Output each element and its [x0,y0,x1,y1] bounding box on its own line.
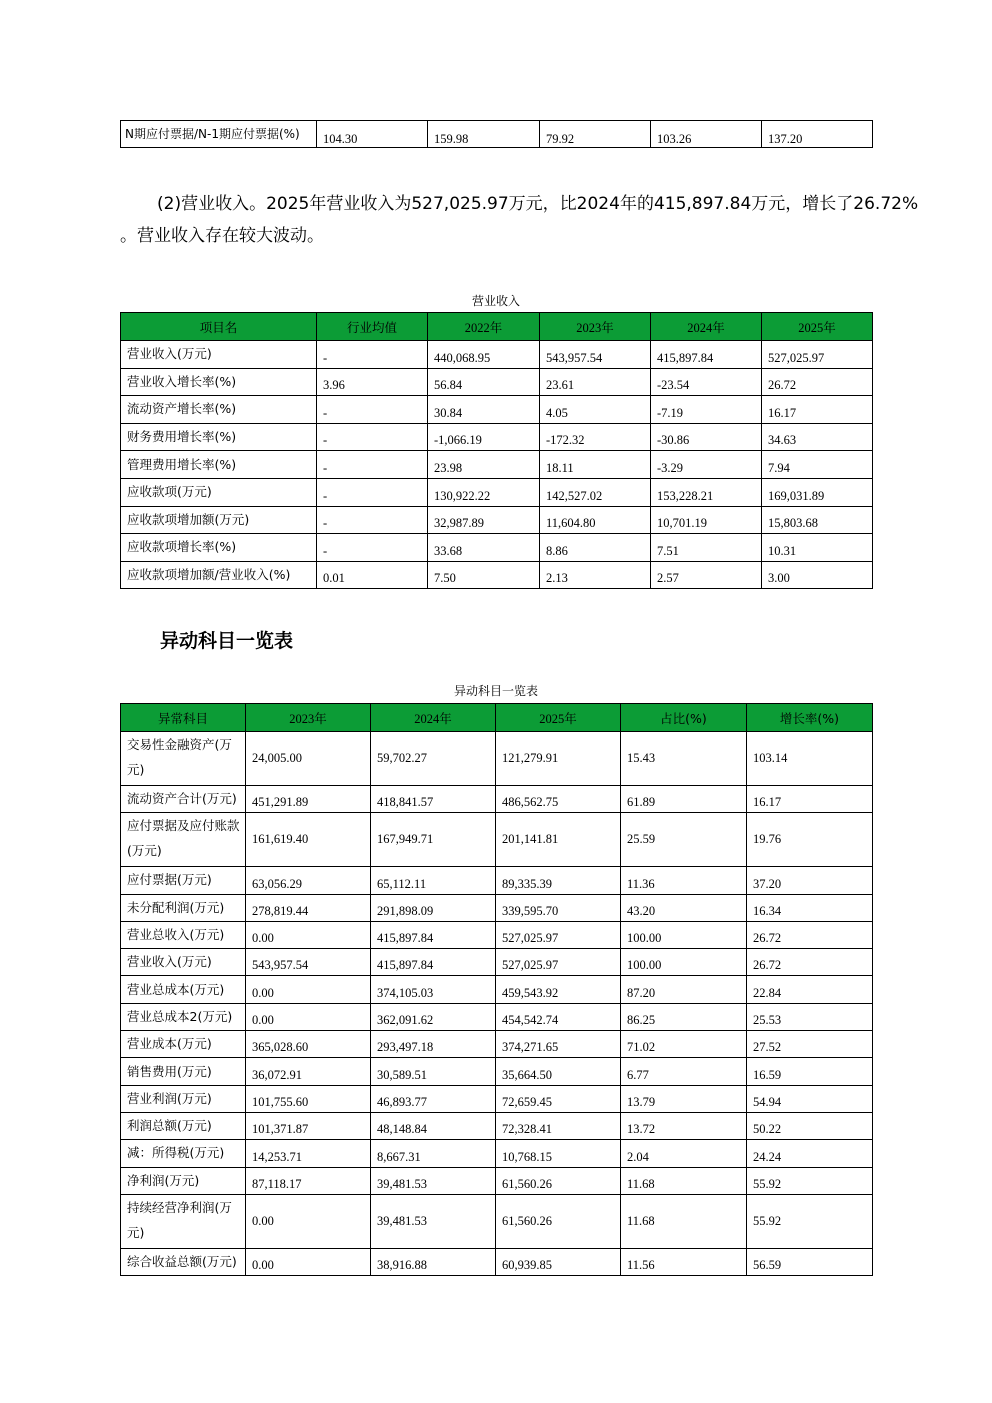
header-cell: 2023年 [540,313,651,341]
table-row [121,396,873,424]
header-cell: 行业均值 [317,313,428,341]
cell-value: 16.59 [747,1058,873,1085]
table-row [121,1112,873,1139]
table-row [121,949,873,976]
revenue-paragraph [120,188,919,252]
cell-value: 374,105.03 [371,976,496,1003]
cell-value: 33.68 [428,534,540,562]
cell-value: 16.17 [747,786,873,813]
cell-value: 291,898.09 [371,894,496,921]
cell-value: 32,987.89 [428,506,540,534]
table-row [121,813,873,867]
paragraph-line-2: 。营业收入存在较大波动。 [120,226,324,246]
header-cell: 异常科目 [121,704,246,732]
header-cell: 2025年 [762,313,873,341]
cell-value: 38,916.88 [371,1248,496,1275]
cell-value: 3.00 [762,561,873,589]
cell-value: 4.05 [540,396,651,424]
table-row [121,451,873,479]
cell-value: 26.72 [762,368,873,396]
cell-value: 543,957.54 [246,949,371,976]
cell-value: 0.00 [246,1248,371,1275]
cell-value: 22.84 [747,976,873,1003]
cell-value: 2.04 [621,1140,747,1167]
table-row [121,506,873,534]
cell-value: 13.79 [621,1085,747,1112]
row-label: 应收款项增加额(万元) [121,506,317,534]
cell-value: 100.00 [621,949,747,976]
cell-value: 415,897.84 [371,921,496,948]
cell-value: 19.76 [747,813,873,867]
cell-value: 11.68 [621,1167,747,1194]
table-row [121,786,873,813]
revenue-table-caption: 营业收入 [471,294,520,308]
row-label: 营业总成本2(万元) [121,1003,246,1030]
table-row [121,1031,873,1058]
row-label: 流动资产合计(万元) [121,786,246,813]
cell-value: 60,939.85 [496,1248,621,1275]
cell-value: 55.92 [747,1167,873,1194]
cell-value: 201,141.81 [496,813,621,867]
cell-value: -30.86 [651,423,762,451]
row-label: 营业利润(万元) [121,1085,246,1112]
cell-value: - [317,341,428,369]
cell-value: 25.59 [621,813,747,867]
header-cell: 2022年 [428,313,540,341]
cell-value: 55.92 [747,1194,873,1248]
cell-value: 130,922.22 [428,478,540,506]
row-label: 持续经营净利润(万元) [121,1194,246,1248]
cell-value: 100.00 [621,921,747,948]
revenue-table-body [121,341,873,589]
row-label: 应付票据(万元) [121,867,246,894]
cell-value: 61.89 [621,786,747,813]
table-row [121,1140,873,1167]
table-row [121,976,873,1003]
top-table [120,120,873,148]
row-label: 营业收入增长率(%) [121,368,317,396]
paragraph-line-1: (2)营业收入。2025年营业收入为527,025.97万元，比2024年的415,897.84万元，增长了26.72% [157,194,919,214]
cell-value: 527,025.97 [762,341,873,369]
cell-value: 39,481.53 [371,1167,496,1194]
cell-value: 486,562.75 [496,786,621,813]
cell-value: 18.11 [540,451,651,479]
cell-value: 26.72 [747,921,873,948]
cell-value: 35,664.50 [496,1058,621,1085]
row-label: 净利润(万元) [121,1167,246,1194]
cell-value: 59,702.27 [371,732,496,786]
cell-value: 418,841.57 [371,786,496,813]
cell-value: 87.20 [621,976,747,1003]
header-cell: 项目名 [121,313,317,341]
table-row [121,1248,873,1275]
cell-value: 161,619.40 [246,813,371,867]
cell-value: 50.22 [747,1112,873,1139]
cell-value: 72,328.41 [496,1112,621,1139]
cell-value: 459,543.92 [496,976,621,1003]
cell-value: 440,068.95 [428,341,540,369]
cell-value: 7.51 [651,534,762,562]
table-row [121,368,873,396]
row-label: 财务费用增长率(%) [121,423,317,451]
cell-value: 415,897.84 [371,949,496,976]
cell-value: 121,279.91 [496,732,621,786]
cell-value: 10.31 [762,534,873,562]
cell-value: 6.77 [621,1058,747,1085]
cell-value: 293,497.18 [371,1031,496,1058]
cell-value: 46,893.77 [371,1085,496,1112]
cell-value: 159.98 [428,121,540,148]
cell-value: 16.34 [747,894,873,921]
cell-value: -23.54 [651,368,762,396]
header-cell: 2024年 [651,313,762,341]
cell-value: 63,056.29 [246,867,371,894]
header-cell: 占比(%) [621,704,747,732]
table-row [121,561,873,589]
cell-value: 16.17 [762,396,873,424]
cell-value: 23.98 [428,451,540,479]
cell-value: 103.14 [747,732,873,786]
cell-value: 365,028.60 [246,1031,371,1058]
cell-value: 278,819.44 [246,894,371,921]
row-label: N期应付票据/N-1期应付票据(%) [121,121,317,148]
anomaly-table [120,703,873,1276]
row-label: 综合收益总额(万元) [121,1248,246,1275]
cell-value: 48,148.84 [371,1112,496,1139]
cell-value: 0.00 [246,1194,371,1248]
row-label: 流动资产增长率(%) [121,396,317,424]
cell-value: 543,957.54 [540,341,651,369]
cell-value: 23.61 [540,368,651,396]
table-header-row [121,704,873,732]
cell-value: 34.63 [762,423,873,451]
cell-value: 24,005.00 [246,732,371,786]
cell-value: -1,066.19 [428,423,540,451]
cell-value: 79.92 [540,121,651,148]
table-row [121,1003,873,1030]
header-cell: 增长率(%) [747,704,873,732]
table-row [121,867,873,894]
table-row [121,121,873,148]
header-cell: 2025年 [496,704,621,732]
cell-value: 61,560.26 [496,1194,621,1248]
cell-value: - [317,451,428,479]
cell-value: 101,371.87 [246,1112,371,1139]
cell-value: 65,112.11 [371,867,496,894]
row-label: 未分配利润(万元) [121,894,246,921]
cell-value: 3.96 [317,368,428,396]
anomaly-table-body [121,732,873,1276]
cell-value: 0.00 [246,1003,371,1030]
table-row [121,478,873,506]
cell-value: 30.84 [428,396,540,424]
cell-value: 86.25 [621,1003,747,1030]
table-row [121,732,873,786]
cell-value: 26.72 [747,949,873,976]
cell-value: 7.50 [428,561,540,589]
cell-value: -7.19 [651,396,762,424]
cell-value: - [317,478,428,506]
cell-value: 167,949.71 [371,813,496,867]
cell-value: 11.36 [621,867,747,894]
table-row [121,423,873,451]
table-row [121,1058,873,1085]
cell-value: 15.43 [621,732,747,786]
cell-value: 10,701.19 [651,506,762,534]
cell-value: 89,335.39 [496,867,621,894]
cell-value: 7.94 [762,451,873,479]
cell-value: -3.29 [651,451,762,479]
cell-value: - [317,396,428,424]
cell-value: 2.13 [540,561,651,589]
header-cell: 2023年 [246,704,371,732]
row-label: 营业收入(万元) [121,341,317,369]
cell-value: 13.72 [621,1112,747,1139]
cell-value: 11.56 [621,1248,747,1275]
cell-value: 0.00 [246,921,371,948]
header-cell: 2024年 [371,704,496,732]
cell-value: 72,659.45 [496,1085,621,1112]
row-label: 交易性金融资产(万元) [121,732,246,786]
cell-value: 454,542.74 [496,1003,621,1030]
table-row [121,894,873,921]
row-label: 营业总收入(万元) [121,921,246,948]
cell-value: 0.01 [317,561,428,589]
cell-value: 15,803.68 [762,506,873,534]
section-title: 异动科目一览表 [160,630,294,652]
table-header-row [121,313,873,341]
cell-value: 14,253.71 [246,1140,371,1167]
cell-value: - [317,534,428,562]
cell-value: 415,897.84 [651,341,762,369]
cell-value: 527,025.97 [496,949,621,976]
row-label: 应付票据及应付账款(万元) [121,813,246,867]
cell-value: 25.53 [747,1003,873,1030]
cell-value: 36,072.91 [246,1058,371,1085]
anomaly-table-caption: 异动科目一览表 [453,684,538,698]
cell-value: 142,527.02 [540,478,651,506]
row-label: 利润总额(万元) [121,1112,246,1139]
cell-value: 10,768.15 [496,1140,621,1167]
cell-value: 153,228.21 [651,478,762,506]
row-label: 营业总成本(万元) [121,976,246,1003]
table-row [121,534,873,562]
cell-value: 374,271.65 [496,1031,621,1058]
cell-value: -172.32 [540,423,651,451]
row-label: 减：所得税(万元) [121,1140,246,1167]
cell-value: 104.30 [317,121,428,148]
cell-value: 56.84 [428,368,540,396]
cell-value: 11.68 [621,1194,747,1248]
row-label: 销售费用(万元) [121,1058,246,1085]
table-row [121,1085,873,1112]
cell-value: 339,595.70 [496,894,621,921]
row-label: 营业成本(万元) [121,1031,246,1058]
cell-value: 43.20 [621,894,747,921]
cell-value: - [317,423,428,451]
cell-value: 30,589.51 [371,1058,496,1085]
cell-value: 27.52 [747,1031,873,1058]
cell-value: 137.20 [762,121,873,148]
row-label: 营业收入(万元) [121,949,246,976]
cell-value: - [317,506,428,534]
table-row [121,341,873,369]
cell-value: 87,118.17 [246,1167,371,1194]
cell-value: 103.26 [651,121,762,148]
cell-value: 61,560.26 [496,1167,621,1194]
cell-value: 362,091.62 [371,1003,496,1030]
cell-value: 24.24 [747,1140,873,1167]
cell-value: 527,025.97 [496,921,621,948]
cell-value: 101,755.60 [246,1085,371,1112]
cell-value: 71.02 [621,1031,747,1058]
table-row [121,921,873,948]
cell-value: 39,481.53 [371,1194,496,1248]
cell-value: 8.86 [540,534,651,562]
table-row [121,1194,873,1248]
row-label: 管理费用增长率(%) [121,451,317,479]
cell-value: 2.57 [651,561,762,589]
cell-value: 451,291.89 [246,786,371,813]
cell-value: 169,031.89 [762,478,873,506]
cell-value: 37.20 [747,867,873,894]
row-label: 应收款项增加额/营业收入(%) [121,561,317,589]
row-label: 应收款项增长率(%) [121,534,317,562]
revenue-table [120,312,873,589]
row-label: 应收款项(万元) [121,478,317,506]
cell-value: 54.94 [747,1085,873,1112]
cell-value: 8,667.31 [371,1140,496,1167]
cell-value: 56.59 [747,1248,873,1275]
cell-value: 0.00 [246,976,371,1003]
cell-value: 11,604.80 [540,506,651,534]
table-row [121,1167,873,1194]
